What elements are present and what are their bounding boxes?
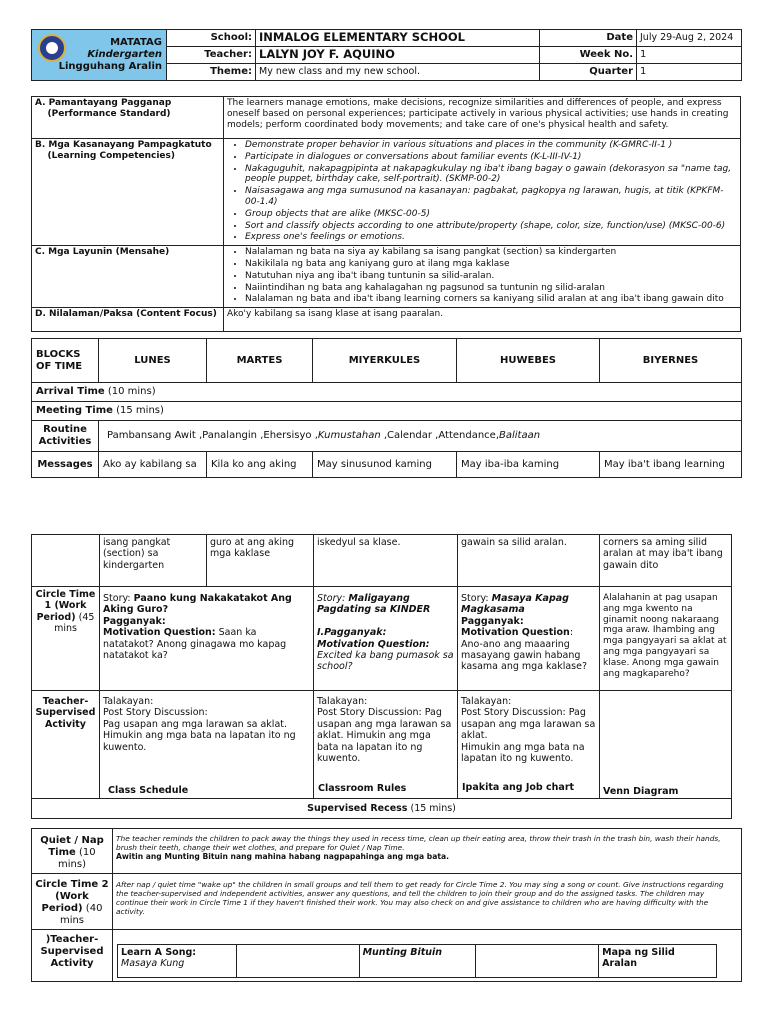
tsa-friday xyxy=(600,691,732,799)
list-item: • Participate in dialogues or conversations about familiar events (K-L-III-IV-1) xyxy=(245,152,737,163)
routine-italic-2: Balitaan xyxy=(499,430,541,441)
list-item: • Naiintindihan ng bata ang kahalagahan ng pagsunod sa tuntunin ng silid-aralan xyxy=(245,283,737,294)
teacher-value: LALYN JOY F. AQUINO xyxy=(256,47,540,64)
teacher-supervised-label: Teacher-Supervised Activity xyxy=(32,691,100,799)
teacher-supervised-2-cell xyxy=(113,930,742,982)
circle-time-1-wednesday xyxy=(314,587,458,691)
story-label: Story: xyxy=(461,593,492,604)
quarter-label: Quarter xyxy=(540,64,637,81)
song-title: Masaya Kung xyxy=(121,958,185,970)
week-label: Week No. xyxy=(540,47,637,64)
message-cont-martes: guro at ang aking mga kaklase xyxy=(207,535,314,587)
routine-activities-text xyxy=(99,421,742,452)
logo-line-1: MATATAG xyxy=(110,37,162,48)
tsa-thursday xyxy=(458,691,600,799)
school-value: INMALOG ELEMENTARY SCHOOL xyxy=(256,30,540,47)
supervised-recess-row xyxy=(32,799,732,819)
bottom-table xyxy=(31,828,742,982)
learn-song-cell xyxy=(118,945,237,978)
week-value: 1 xyxy=(637,47,742,64)
day-header-miyerkules: MIYERKULES xyxy=(313,339,457,383)
motivation-question-label: Motivation Question: xyxy=(103,627,216,639)
activity-title: Classroom Rules xyxy=(318,782,407,794)
messages-label: Messages xyxy=(32,452,99,478)
circle-time-1-duration: (45 mins xyxy=(54,611,95,635)
learning-competencies-cell xyxy=(224,139,741,246)
blocks-of-time-header: BLOCKS OF TIME xyxy=(32,339,99,383)
motivation-question-text: Saan ka natatakot? Anong ginagawa mo kapag natatakot ka? xyxy=(103,627,287,661)
mapa-cell: Mapa ng Silid Aralan xyxy=(599,945,717,978)
day-header-lunes: LUNES xyxy=(99,339,207,383)
schedule-continued-table xyxy=(31,534,732,819)
meeting-time-row xyxy=(32,402,742,421)
logo-line-2: Kindergarten xyxy=(87,49,162,60)
circle-time-1-monday xyxy=(100,587,314,691)
deped-seal-icon xyxy=(38,34,66,62)
story-label: Story: xyxy=(317,593,349,604)
list-item: • Nalalaman ng bata na siya ay kabilang sa isang pangkat (section) sa kindergarten xyxy=(245,247,737,258)
routine-activities-label: Routine Activities xyxy=(32,421,99,452)
recess-duration: (15 mins) xyxy=(407,802,456,814)
list-item: • Natutuhan niya ang iba't ibang tuntunin sa silid-aralan. xyxy=(245,271,737,282)
routine-italic-1: Kumustahan xyxy=(317,430,381,441)
list-item: • Nalalaman ng bata and iba't ibang learning corners sa kaniyang silid aralan at ang iba't ibang gawain dito xyxy=(245,294,737,305)
day-header-huwebes: HUWEBES xyxy=(457,339,600,383)
activity-title: Venn Diagram xyxy=(603,785,679,797)
motivation-question-label: Motivation Question xyxy=(461,627,570,639)
message-cont-huwebes: gawain sa silid aralan. xyxy=(458,535,600,587)
discussion-text: Post Story Discussion: Pag usapan ang mga larawan sa aklat. Himukin ang mga bata na lapatan ito ng kuwento. xyxy=(461,707,596,764)
meeting-time-duration: (15 mins) xyxy=(112,405,164,416)
message-cont-miyerkules: iskedyul sa klase. xyxy=(314,535,458,587)
performance-standard-label: A. Pamantayang Pagganap (Performance Standard) xyxy=(32,97,224,139)
blank-cell xyxy=(32,535,100,587)
discussion-text: Post Story Discussion: Pag usapan ang mga larawan sa aklat. Himukin ang mga bata na lapatan ito ng kuwento. xyxy=(317,707,452,764)
message-martes: Kila ko ang aking xyxy=(207,452,313,478)
motivation-question-text: Ano-ano ang maaaring masayang gawin habang kasama ang mga kaklase? xyxy=(461,638,587,673)
pagganyak-label: I.Pagganyak: xyxy=(317,627,387,639)
circle-time-1-friday: Alalahanin at pag usapan ang mga kwento na ginamit noong nakaraang mga araw. Ihambing ang mga pangyayari sa aklat at ang mga pangyayari sa klase. Anong mga gawain ang magkapareho? xyxy=(600,587,732,691)
performance-standard-text: The learners manage emotions, make decisions, recognize similarities and differences of people, and express oneself based on personal experiences; participate actively in various physical activities; use hands in creating models; perform coordinated body movements; and take care of one's physical health and safety. xyxy=(224,97,741,139)
content-focus-text: Ako'y kabilang sa isang klase at isang paaralan. xyxy=(224,308,741,332)
story-title: Paano kung Nakakatakot Ang Aking Guro? xyxy=(103,593,292,616)
theme-label: Theme: xyxy=(167,64,256,81)
list-item: • Nakaguguhit, nakapagpipinta at nakapagkukulay ng iba't ibang bagay o gawain (dekorasyon sa "name tag, people puppet, birthday cake, self-portrait). (SKMP-00-2) xyxy=(245,164,737,186)
routine-text-1: Pambansang Awit ,Panalangin ,Ehersisyo , xyxy=(107,430,318,441)
date-label: Date xyxy=(540,30,637,47)
circle-time-2-duration: (40 mins xyxy=(59,903,103,926)
pagganyak-label: Pagganyak: xyxy=(103,615,166,627)
circle-time-1-title: Circle Time 1 (Work Period) xyxy=(35,589,96,623)
circle-time-1-thursday: Story: Masaya Kapag Magkasama Pagganyak: Motivation Question: Ano-ano ang maaaring masayang gawin habang kasama ang mga kaklase? xyxy=(458,587,600,691)
message-huwebes: May iba-iba kaming xyxy=(457,452,600,478)
story-label: Story: xyxy=(103,593,134,604)
teacher-label: Teacher: xyxy=(167,47,256,64)
arrival-time-label: Arrival Time xyxy=(36,386,105,397)
recess-label: Supervised Recess xyxy=(307,802,408,814)
date-value: July 29-Aug 2, 2024 xyxy=(637,30,742,47)
circle-time-2-title: Circle Time 2 (Work Period) xyxy=(35,879,109,914)
story-title: Maligayang Pagdating sa KINDER xyxy=(317,593,431,616)
motivation-question-label: Motivation Question: xyxy=(317,638,430,650)
talakayan-label: Talakayan: xyxy=(317,696,368,707)
list-item: • Group objects that are alike (MKSC-00-5) xyxy=(245,209,737,220)
objectives-label: C. Mga Layunin (Mensahe) xyxy=(32,246,224,308)
objectives-cell xyxy=(224,246,741,308)
list-item: • Nakikilala ng bata ang kaniyang guro at ilang mga kaklase xyxy=(245,259,737,270)
competencies-list xyxy=(227,140,737,243)
message-cont-biyernes: corners sa aming silid aralan at may iba't ibang gawain dito xyxy=(600,535,732,587)
song-activities-table xyxy=(117,944,717,978)
learn-song-label: Learn A Song: xyxy=(121,947,197,958)
activity-title: Ipakita ang Job chart xyxy=(462,781,575,793)
story-title: Masaya Kapag Magkasama xyxy=(461,593,569,616)
blank-cell xyxy=(236,945,359,978)
quiet-nap-text: The teacher reminds the children to pack away the things they used in recess time, clean up their eating area, throw their trash in the trash bin, wash their hands, brush their teeth, change their wet clothes, and prepare for Quiet / Nap Time. xyxy=(116,834,721,853)
circle-time-2-instructions: After nap / quiet time "wake up" the children in small groups and tell them to get ready for Circle Time 2. You may sing a song or count. Give instructions regarding the teacher-supervised and independent activities, answer any questions, and tell the children to join their group and do the assigned tasks. The children may continue their work in Circle Time 1 if they haven't finished their work. You may also check on and give assistance to children who are having difficulty with the activity. xyxy=(113,874,742,930)
motivation-question-text: Excited ka bang pumasok sa school? xyxy=(317,649,454,673)
arrival-time-duration: (10 mins) xyxy=(104,386,156,397)
quiet-nap-duration: (10 mins) xyxy=(58,847,96,870)
quiet-nap-instructions xyxy=(113,829,742,874)
meeting-time-label: Meeting Time xyxy=(36,405,113,416)
message-biyernes: May iba't ibang learning xyxy=(600,452,742,478)
schedule-table xyxy=(31,338,742,478)
message-miyerkules: May sinusunod kaming xyxy=(313,452,457,478)
school-label: School: xyxy=(167,30,256,47)
quarter-value: 1 xyxy=(637,64,742,81)
circle-time-2-label xyxy=(32,874,113,930)
deped-logo-cell xyxy=(32,30,167,81)
teacher-supervised-2-label: )Teacher-Supervised Activity xyxy=(32,930,113,982)
tsa-monday xyxy=(100,691,314,799)
list-item: • Demonstrate proper behavior in various situations and places in the community (K-GMRC-II-1 ) xyxy=(245,140,737,151)
day-header-martes: MARTES xyxy=(207,339,313,383)
learning-competencies-label: B. Mga Kasanayang Pampagkatuto (Learning Competencies) xyxy=(32,139,224,246)
list-item: • Naisasagawa ang mga sumusunod na kasanayan: pagbakat, pagkopya ng larawan, hugis, at titik (KPKFM-00-1.4) xyxy=(245,186,737,208)
circle-time-1-label xyxy=(32,587,100,691)
message-cont-lunes: isang pangkat (section) sa kindergarten xyxy=(100,535,207,587)
quiet-nap-time-label xyxy=(32,829,113,874)
content-focus-label: D. Nilalaman/Paksa (Content Focus) xyxy=(32,308,224,332)
list-item: • Express one's feelings or emotions. xyxy=(245,232,737,243)
talakayan-label: Talakayan: xyxy=(103,696,154,707)
day-header-biyernes: BIYERNES xyxy=(600,339,742,383)
logo-line-3: Lingguhang Aralin xyxy=(58,61,162,72)
theme-value: My new class and my new school. xyxy=(256,64,540,81)
arrival-time-row xyxy=(32,383,742,402)
tsa-wednesday xyxy=(314,691,458,799)
blank-cell xyxy=(476,945,599,978)
pagganyak-label: Pagganyak: xyxy=(461,615,524,627)
quiet-nap-title: Quiet / Nap Time xyxy=(40,835,104,858)
standards-table xyxy=(31,96,741,332)
header-table xyxy=(31,29,742,81)
list-item: • Sort and classify objects according to one attribute/property (shape, color, size, function/use) (MKSC-00-6) xyxy=(245,221,737,232)
munting-bituin-cell: Munting Bituin xyxy=(359,945,476,978)
objectives-list xyxy=(227,247,737,305)
routine-text-2: ,Calendar ,Attendance, xyxy=(380,430,499,441)
quiet-nap-song-instruction: Awitin ang Munting Bituin nang mahina habang nagpapahinga ang mga bata. xyxy=(116,852,449,862)
discussion-text: Post Story Discussion: Pag usapan ang mga larawan sa aklat. Himukin ang mga bata na lapatan ito ng kuwento. xyxy=(103,707,296,753)
message-lunes: Ako ay kabilang sa xyxy=(99,452,207,478)
activity-title: Class Schedule xyxy=(108,784,189,796)
talakayan-label: Talakayan: xyxy=(461,696,512,707)
